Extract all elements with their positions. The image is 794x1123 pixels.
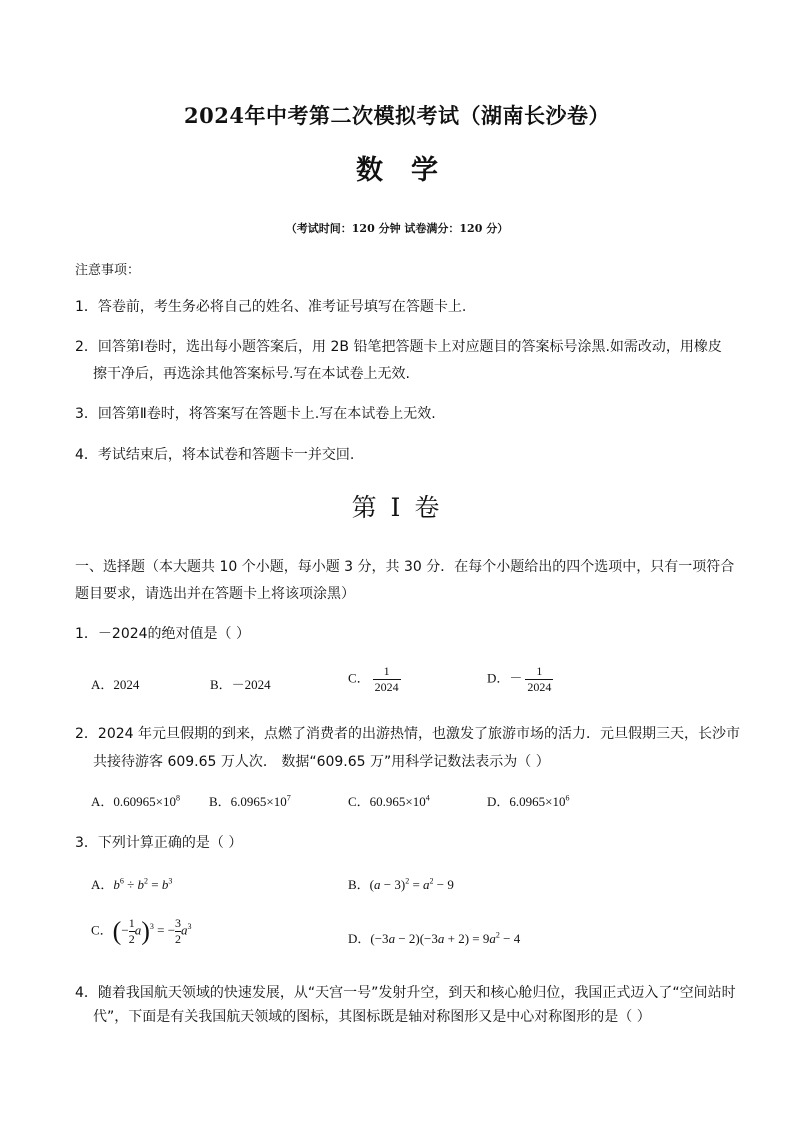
section-instruction-continued: 题目要求，请选出并在答题卡上将该项涂黑） <box>75 586 355 602</box>
q3-option-d: D．$(-3a - 2)(-3a + 2) = 9a^2 - 4$ <box>348 930 521 946</box>
q2-option-c: C．$60.965\times 10^4$ <box>348 793 430 809</box>
question-2-stem-continued: 共接待游客 609.65 万人次． 数据“609.65 万”用科学记数法表示为（ ） <box>93 754 550 770</box>
q2-option-d: D．$6.0965\times 10^6$ <box>487 793 570 809</box>
exam-info: （考试时间：120 分钟 试卷满分：120 分） <box>285 222 509 235</box>
question-3-stem: 3．下列计算正确的是（ ） <box>75 835 243 851</box>
question-4-stem-continued: 代”，下面是有关我国航天领域的图标，其图标既是轴对称图形又是中心对称图形的是（ ） <box>93 1009 651 1025</box>
q3-option-a: A．$b^6 \div b^2 = b^3$ <box>91 876 173 892</box>
note-item-continued: 擦干净后，再选涂其他答案标号.写在本试卷上无效. <box>93 366 410 382</box>
q1-option-a: A．2024 <box>91 677 140 692</box>
exam-title: 2024年中考第二次模拟考试（湖南长沙卷） <box>184 103 610 128</box>
note-item: 4．考试结束后，将本试卷和答题卡一并交回. <box>75 447 355 463</box>
question-2-stem: 2．2024 年元旦假期的到来，点燃了消费者的出游热情，也激发了旅游市场的活力．元旦假期三天，长沙市 <box>75 726 740 742</box>
q1-option-c: C． $\frac{1}{2024}$ <box>348 664 399 694</box>
q2-option-a: A．$0.60965\times 10^8$ <box>91 793 180 809</box>
notes-heading: 注意事项： <box>75 263 141 278</box>
q1-option-d: D．－ $\frac{1}{2024}$ <box>487 664 552 694</box>
q1-option-b: B．－2024 <box>210 677 271 692</box>
note-item: 1．答卷前，考生务必将自己的姓名、准考证号填写在答题卡上. <box>75 299 467 315</box>
note-item: 2．回答第Ⅰ卷时，选出每小题答案后，用 2B 铅笔把答题卡上对应题目的答案标号涂黑.如需改动，用橡皮 <box>75 339 722 355</box>
q3-option-c: C．(− $\frac{1}{2}$ a)$^3$ = − $\frac{3}{2}$ $a^3$ <box>91 916 192 946</box>
q3-option-b: B．$(a - 3)^2 = a^2 - 9$ <box>348 876 454 892</box>
fraction: $\frac{1}{2024}$ <box>374 664 399 694</box>
section-instruction: 一、选择题（本大题共 10 个小题，每小题 3 分，共 30 分．在每个小题给出的四个选项中，只有一项符合 <box>75 559 735 575</box>
q2-option-b: B．$6.0965\times 10^7$ <box>209 793 291 809</box>
question-1-stem: 1．－2024的绝对值是（ ） <box>75 626 250 642</box>
note-item: 3．回答第Ⅱ卷时，将答案写在答题卡上.写在本试卷上无效. <box>75 406 436 422</box>
question-4-stem: 4．随着我国航天领域的快速发展，从“天宫一号”发射升空，到天和核心舱归位，我国正式迈入了“空间站时 <box>75 985 736 1001</box>
volume-title: 第 I 卷 <box>351 493 443 522</box>
fraction: $\frac{1}{2024}$ <box>527 664 552 694</box>
subject-title: 数学 <box>356 155 466 186</box>
